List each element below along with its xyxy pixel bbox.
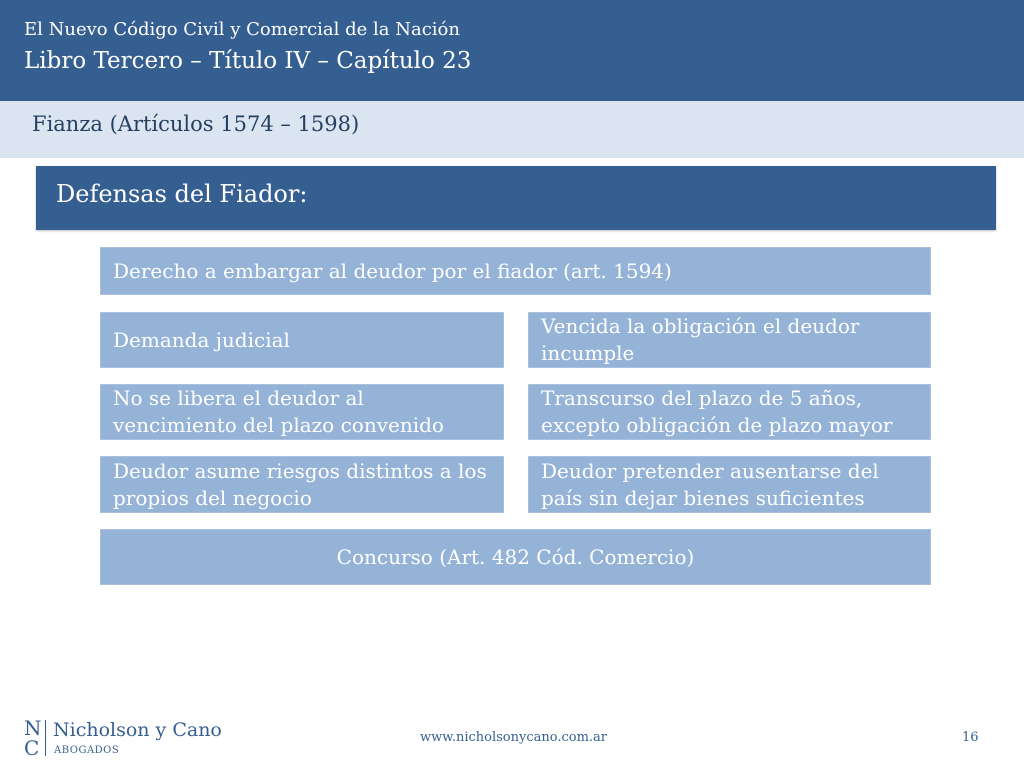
page-number: 16: [962, 730, 979, 745]
logo-name: Nicholson y Cano: [53, 719, 222, 741]
defense-text: No se libera el deudor al vencimiento del plazo convenido: [113, 386, 444, 437]
defense-box-transcurso: [528, 384, 931, 440]
defense-text: Vencida la obligación el deudor incumple: [541, 314, 860, 365]
logo-divider: [45, 720, 46, 756]
section-title: Defensas del Fiador:: [56, 180, 308, 208]
slide-header: [0, 0, 1024, 101]
topic-title: Fianza (Artículos 1574 – 1598): [32, 112, 360, 136]
defense-box-embargo: [100, 247, 931, 295]
logo-letter-n: N: [24, 716, 42, 740]
header-title: Libro Tercero – Título IV – Capítulo 23: [24, 48, 472, 74]
defense-box-vencida: [528, 312, 931, 368]
header-subtitle: El Nuevo Código Civil y Comercial de la Nación: [24, 19, 460, 40]
defense-text: Transcurso del plazo de 5 años, excepto obligación de plazo mayor: [541, 386, 893, 437]
defense-text: Derecho a embargar al deudor por el fiador (art. 1594): [113, 258, 672, 283]
logo-subtitle: ABOGADOS: [54, 745, 120, 756]
defense-box-ausentarse: [528, 456, 931, 513]
defense-text: Concurso (Art. 482 Cód. Comercio): [336, 544, 695, 569]
defense-text: Deudor pretender ausentarse del país sin dejar bienes suficientes: [541, 458, 879, 510]
section-title-bar: [36, 166, 996, 230]
footer-url: www.nicholsonycano.com.ar: [420, 730, 608, 745]
defense-box-demanda: [100, 312, 504, 368]
defense-box-no-libera: [100, 384, 504, 440]
defense-text: Deudor asume riesgos distintos a los propios del negocio: [113, 458, 487, 510]
defense-box-concurso: [100, 529, 931, 585]
defense-box-riesgos: [100, 456, 504, 513]
firm-logo: [24, 718, 224, 760]
topic-band: [0, 101, 1024, 158]
logo-letter-c: C: [24, 736, 40, 760]
defense-text: Demanda judicial: [113, 327, 290, 352]
